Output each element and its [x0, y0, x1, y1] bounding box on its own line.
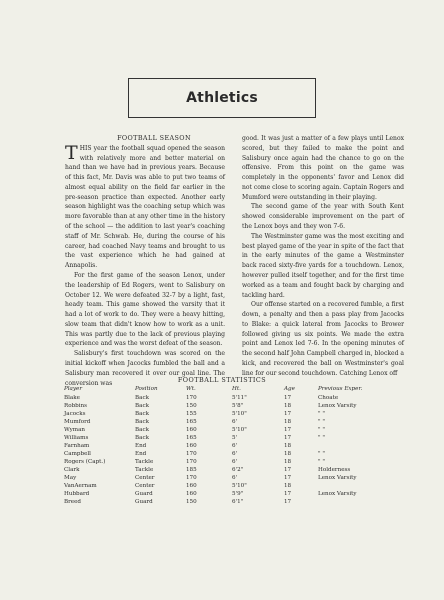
player-position: End: [135, 451, 147, 457]
player-weight: 150: [186, 403, 197, 409]
stats-table: [64, 386, 424, 507]
player-experience: " ": [318, 435, 325, 441]
player-position: Tackle: [135, 459, 154, 465]
player-weight: 160: [186, 443, 197, 449]
player-weight: 160: [186, 483, 197, 489]
player-height: 5'8": [232, 403, 244, 409]
player-height: 6'1": [232, 499, 244, 505]
paragraph-text: HIS year the football squad opened the season with relatively more and better material on hand than we have had in previous years. Because of this fact, Mr. Davis was able to put two teams of almost equal ability on the field far earlier in the pre-season practice than expected. Another early season highlight was the coaching setup which was more favorable than at any other time in the history of the school — the addition to last year's coaching staff of Mr. Schwab. He, during the course of his career, had coached Navy teams and brought to us the vast experience which he had gained at Annapolis.: [65, 144, 225, 270]
player-position: Back: [135, 419, 149, 425]
stats-row: [64, 499, 424, 507]
player-height: 6': [232, 419, 238, 425]
player-name: Farnham: [64, 443, 90, 449]
player-weight: 170: [186, 475, 197, 481]
player-name: Williams: [64, 435, 89, 441]
player-age: 17: [284, 499, 292, 505]
player-age: 17: [284, 395, 292, 401]
header-height: Ht.: [232, 386, 241, 392]
player-name: Wyman: [64, 427, 86, 433]
player-age: 17: [284, 411, 292, 417]
player-age: 17: [284, 467, 292, 473]
player-name: Campbell: [64, 451, 91, 457]
player-position: Back: [135, 411, 149, 417]
player-age: 18: [284, 403, 292, 409]
article-paragraph: For the first game of the season Lenox, under the leadership of Ed Rogers, went to Salisbury on October 12. We were defeated 32-7 by a light, fast, heady team. This game showed the varsity that it had a lot of work to do. They were a heavy hitting, slow team that didn't know how to work as a unit. This was partly due to the lack of previous playing experience and was the worst defeat of the season.: [65, 271, 225, 348]
player-height: 6'2": [232, 467, 244, 473]
player-name: Blake: [64, 395, 80, 401]
player-height: 5'10": [232, 411, 247, 417]
stats-row: [64, 435, 424, 443]
section-title: Athletics: [186, 90, 258, 106]
player-position: Back: [135, 435, 149, 441]
player-age: 17: [284, 475, 292, 481]
player-experience: " ": [318, 419, 325, 425]
player-age: 18: [284, 443, 292, 449]
stats-row: [64, 419, 424, 427]
player-age: 18: [284, 483, 292, 489]
article-right-column: [242, 134, 404, 379]
stats-row: [64, 411, 424, 419]
player-name: Breed: [64, 499, 81, 505]
article-heading: FOOTBALL SEASON: [117, 134, 191, 142]
article-left-column: [65, 134, 225, 388]
stats-row: [64, 459, 424, 467]
player-weight: 170: [186, 459, 197, 465]
player-experience: Choate: [318, 395, 339, 401]
player-height: 6': [232, 443, 238, 449]
player-height: 5'11": [232, 395, 247, 401]
player-experience: " ": [318, 459, 325, 465]
stats-row: [64, 395, 424, 403]
stats-row: [64, 475, 424, 483]
stats-row: [64, 491, 424, 499]
player-age: 17: [284, 491, 292, 497]
player-position: Guard: [135, 499, 153, 505]
player-experience: Holderness: [318, 467, 351, 473]
player-weight: 160: [186, 491, 197, 497]
stats-header-row: [64, 386, 424, 395]
player-age: 17: [284, 435, 292, 441]
player-position: Back: [135, 427, 149, 433]
player-age: 18: [284, 419, 292, 425]
player-position: Tackle: [135, 467, 154, 473]
player-weight: 165: [186, 435, 197, 441]
player-weight: 170: [186, 451, 197, 457]
player-weight: 165: [186, 419, 197, 425]
player-name: Rogers (Capt.): [64, 459, 106, 465]
header-age: Age: [284, 386, 295, 392]
player-name: VanAernam: [64, 483, 97, 489]
player-weight: 185: [186, 467, 197, 473]
player-experience: Lenox Varsity: [318, 491, 357, 497]
player-name: May: [64, 475, 77, 481]
player-experience: Lenox Varsity: [318, 403, 357, 409]
article-paragraph: Our offense started on a recovered fumble, a first down, a penalty and then a pass play from Jacocks to Blake: a quick lateral from Jacocks to Brower followed giving us six points. We made the extra point and Lenox led 7-6. In the opening minutes of the second half John Campbell charged in, blocked a kick, and recovered the ball on Westminster's goal line for our second touchdown. Catching Lenox off: [242, 301, 404, 377]
player-age: 18: [284, 459, 292, 465]
stats-row: [64, 451, 424, 459]
player-position: Back: [135, 395, 149, 401]
player-height: 5'10": [232, 427, 247, 433]
article-paragraph: The Westminster game was the most exciting and best played game of the year in spite of the fact that in the early minutes of the game a Westminster back raced sixty-five yards for a touchdown. Lenox, however pulled itself together, and for the first time worked as a team and fought back by charging and tackling hard.: [242, 232, 404, 299]
player-experience: " ": [318, 427, 325, 433]
player-position: Center: [135, 475, 155, 481]
player-name: Jacocks: [64, 411, 86, 417]
article-paragraph: Salisbury's first touchdown was scored on the initial kickoff when Jacocks fumbled the ball and a Salisbury man recovered it over our goal line. The conversion was: [65, 350, 225, 387]
header-position: Position: [135, 386, 158, 392]
player-name: Clark: [64, 467, 80, 473]
stats-title: FOOTBALL STATISTICS: [177, 376, 267, 384]
player-name: Robbins: [64, 403, 88, 409]
player-weight: 150: [186, 499, 197, 505]
section-title-box: [128, 78, 316, 118]
player-age: 18: [284, 451, 292, 457]
player-age: 17: [284, 427, 292, 433]
article-paragraph: The second game of the year with South Kent showed considerable improvement on the part of the Lenox boys and they won 7-6.: [242, 203, 404, 231]
player-height: 6': [232, 451, 238, 457]
stats-row: [64, 403, 424, 411]
player-weight: 155: [186, 411, 197, 417]
player-position: Guard: [135, 491, 153, 497]
drop-cap: T: [65, 141, 78, 164]
player-height: 6': [232, 475, 238, 481]
player-name: Hubbard: [64, 491, 90, 497]
stats-row: [64, 443, 424, 451]
player-height: 5': [232, 435, 238, 441]
player-weight: 160: [186, 427, 197, 433]
header-player: Player: [64, 386, 83, 392]
stats-row: [64, 483, 424, 491]
stats-row: [64, 467, 424, 475]
player-position: Center: [135, 483, 155, 489]
player-name: Mumford: [64, 419, 91, 425]
player-height: 5'10": [232, 483, 247, 489]
header-weight: Wt.: [186, 386, 196, 392]
player-experience: " ": [318, 411, 325, 417]
player-weight: 170: [186, 395, 197, 401]
player-height: 6': [232, 459, 238, 465]
player-height: 5'9": [232, 491, 244, 497]
header-previous-experience: Previous Exper.: [318, 386, 363, 392]
article-paragraph: good. It was just a matter of a few plays until Lenox scored, but they failed to make the point and Salisbury once again had the chance to go on the offensive. From this point on the game was completely in the opponents' favor and Lenox did not come close to scoring again. Captain Rogers and Mumford were outstanding in their playing.: [242, 135, 404, 201]
article-paragraph: [65, 141, 225, 271]
player-experience: " ": [318, 451, 325, 457]
player-position: End: [135, 443, 147, 449]
player-experience: Lenox Varsity: [318, 475, 357, 481]
stats-row: [64, 427, 424, 435]
player-position: Back: [135, 403, 149, 409]
